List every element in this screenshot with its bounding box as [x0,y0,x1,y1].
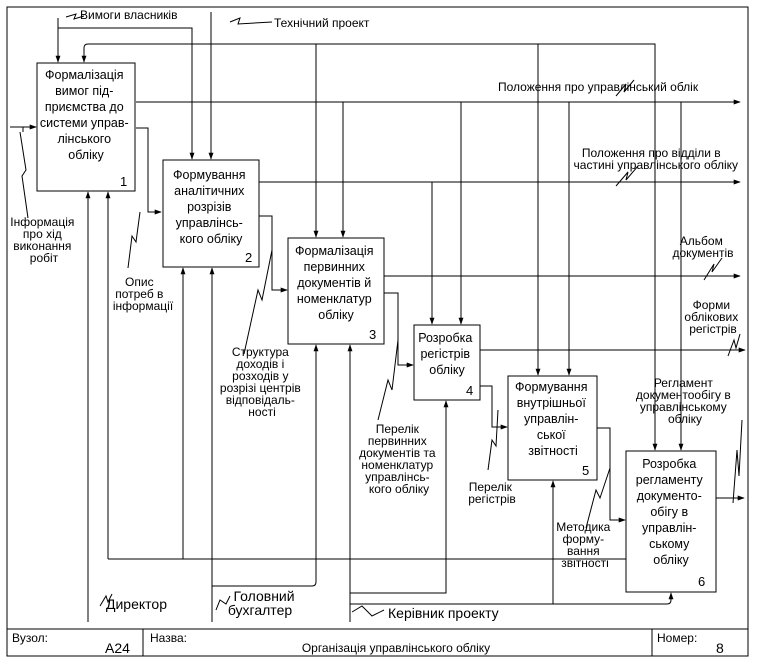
node-label: Вузол: [12,631,48,645]
squiggle-work-progress [20,132,28,218]
box-1[interactable] [37,63,135,191]
output-arrow-primary-docs [384,293,413,365]
box-3[interactable] [288,238,384,344]
squiggle-album [704,258,722,280]
box-4[interactable] [414,325,480,400]
box-1-title: Формалізація вимог під- приємства до системи управ- лінського обліку [39,68,129,162]
output-arrow-income-structure [259,216,287,290]
output-arrow-registers-list [480,386,507,427]
label-chief-accountant: Головний бухгалтер [227,588,295,618]
number-label: Номер: [657,631,698,645]
label-reporting-method: Методика форму- вання звітності [556,520,611,570]
label-tech-project: Технічний проект [274,16,370,30]
output-arrow-reporting-method [597,428,625,520]
squiggle-register-forms [728,334,740,356]
label-owner-requirements: Вимоги власників [80,8,178,22]
box-1-number: 1 [120,174,128,189]
box-6[interactable] [626,451,716,592]
label-register-forms: Форми облікових регістрів [684,298,739,336]
box-4-number: 4 [466,383,474,398]
mechanism-arrow-pm-box5 [350,481,553,604]
box-3-number: 3 [369,327,377,342]
box-6-title: Розробка регламенту документо- обігу в управлін- ському обліку [635,457,703,567]
label-documents-album: Альбом документів [672,234,734,260]
label-mgmt-regulation: Положення про управлінський облік [498,80,699,94]
label-info-needs: Опис потреб в інформації [112,275,174,313]
node-value: A24 [105,640,130,656]
label-registers-list: Перелік регістрів [468,480,516,506]
label-workflow-regulation: Регламент документообігу в управлінському обліку [635,376,731,426]
squiggle-registers [488,410,498,470]
box-2-title: Формування аналітичних розрізів управлінсь- кого обліку [173,168,246,246]
output-arrow-info-needs [136,128,161,212]
squiggle-workflow [733,420,742,503]
label-work-progress: Інформація про хід виконання робіт [10,215,75,265]
squiggle-tech-project [230,18,272,24]
mechanism-arrow-pm-box6 [553,593,671,604]
label-director: Директор [106,596,167,612]
box-2[interactable] [163,160,259,267]
box-3-title: Формалізація первинних документів й номенклатур обліку [295,244,374,322]
squiggle-pm [352,606,384,616]
box-4-title: Розробка регістрів обліку [418,331,473,377]
box-5-title: Формування внутрішньої управлін- ської звітності [515,380,588,458]
box-5[interactable] [508,376,597,480]
page-number: 8 [716,640,724,656]
box-5-number: 5 [582,463,590,478]
label-project-manager: Керівник проекту [388,605,499,621]
name-label: Назва: [150,631,187,645]
diagram-name: Організація управлінського обліку [301,641,491,655]
squiggle-info-needs [128,212,140,268]
label-income-structure: Структура доходів і розходів у розрізі центрів відповідаль- ності [219,345,301,419]
squiggle-primary-docs [378,340,398,420]
box-6-number: 6 [698,574,706,589]
label-primary-docs-list: Перелік первинних документів та номенклатур управлінсь- кого обліку [359,422,436,496]
label-departments-regulation: Положення про відділи в частині управлінського обліку [573,146,738,172]
box-2-number: 2 [245,250,253,265]
